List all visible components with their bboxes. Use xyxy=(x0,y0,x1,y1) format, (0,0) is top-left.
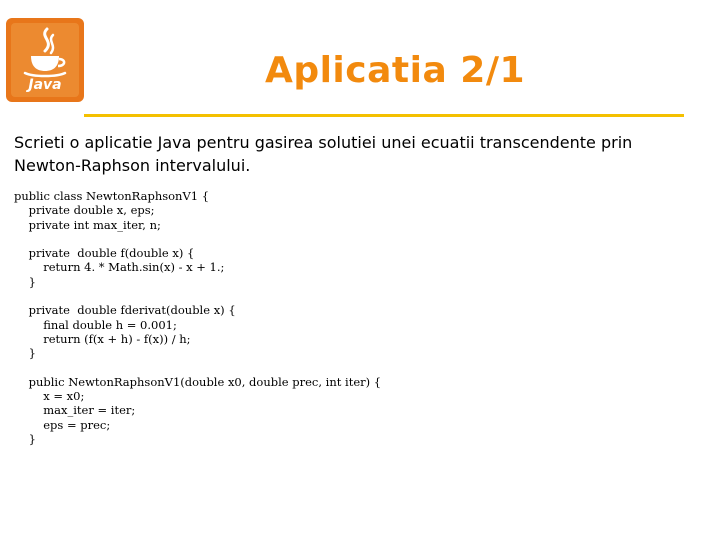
code-line: } xyxy=(14,432,36,447)
java-logo-text: Java xyxy=(28,77,62,93)
code-line: public class NewtonRaphsonV1 { xyxy=(14,189,210,203)
java-logo xyxy=(6,18,84,102)
code-line: return (f(x + h) - f(x)) / h; xyxy=(14,331,191,346)
code-line xyxy=(14,361,704,375)
code-line: final double h = 0.001; xyxy=(14,317,177,332)
java-logo-panel xyxy=(11,23,79,97)
code-block xyxy=(14,189,704,446)
code-line: private double f(double x) { xyxy=(14,246,195,261)
code-line: } xyxy=(14,346,36,361)
code-line xyxy=(14,289,704,303)
code-line: eps = prec; xyxy=(14,417,111,432)
code-line xyxy=(14,232,704,246)
code-line: private int max_iter, n; xyxy=(14,217,161,232)
slide-title: Aplicatia 2/1 xyxy=(264,50,526,91)
code-line: x = x0; xyxy=(14,389,85,404)
code-line: private double x, eps; xyxy=(14,203,155,218)
slide-description: Scrieti o aplicatie Java pentru gasirea solutiei unei ecuatii transcendente prin Newton-Raphson intervalului. xyxy=(14,133,633,175)
code-line: return 4. * Math.sin(x) - x + 1.; xyxy=(14,260,225,275)
code-line: max_iter = iter; xyxy=(14,403,136,418)
title-divider xyxy=(84,114,684,117)
code-line: } xyxy=(14,274,36,289)
code-line: private double fderivat(double x) { xyxy=(14,303,236,318)
code-line: public NewtonRaphsonV1(double x0, double prec, int iter) { xyxy=(14,374,382,389)
